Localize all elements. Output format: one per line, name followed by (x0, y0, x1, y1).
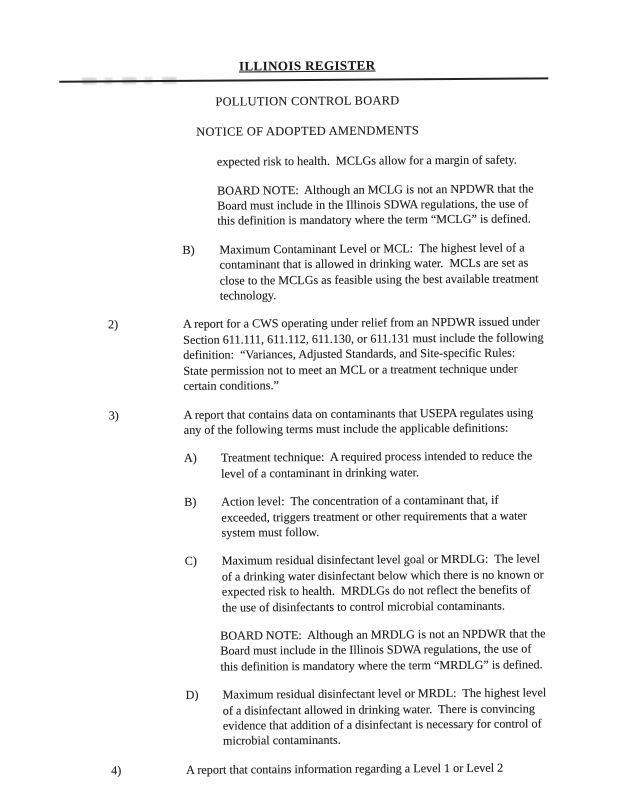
register-title: ILLINOIS REGISTER (238, 57, 376, 74)
item-label: 3) (108, 407, 119, 422)
page-header (0, 0, 617, 141)
item-text: Maximum residual disinfectant level goal or MRDLG: The level of a drinking water disinfectant below which there is no known or expected risk to health. MRDLGs do not reflect the benefits of the use of disinfectants to control microbial contaminants. (221, 551, 547, 615)
item-label: 2) (107, 317, 119, 332)
item-2-cws-report (108, 315, 546, 395)
item-text: A report that contains data on contaminants that USEPA regulates using any of the following terms must include the applicable definitions: (183, 404, 537, 437)
board-title: POLLUTION CONTROL BOARD (215, 93, 400, 110)
board-note-mrdlg: BOARD NOTE: Although an MRDLG is not an NPDWR that the Board must include in the Illinois SDWA regulations, the use of this definition is mandatory where the term “MRDLG” is defined. (220, 626, 549, 674)
item-label: D) (185, 687, 199, 703)
item-text: Maximum Contaminant Level or MCL: The highest level of a contaminant that is allowed in drinking water. MCLs are set as close to the MCLGs as feasible using the best available treatment technology. (219, 240, 542, 303)
item-text: A report that contains information regarding a Level 1 or Level 2 (186, 760, 504, 777)
item-label: C) (184, 554, 197, 569)
item-C-mrdlg (185, 552, 547, 616)
notice-title: NOTICE OF ADOPTED AMENDMENTS (196, 123, 420, 139)
item-text: Treatment technique: A required process intended to reduce the level of a contaminant in drinking water. (220, 448, 536, 481)
item-A-treatment-technique (184, 449, 546, 482)
item-B-action-level (184, 492, 546, 541)
item-3-usepa-definitions (109, 405, 546, 439)
item-4-level-report (111, 760, 548, 778)
item-label: B) (182, 242, 195, 257)
item-label: A) (183, 451, 197, 466)
item-D-mrdl (186, 686, 548, 750)
item-label: 4) (111, 763, 122, 778)
item-text: A report for a CWS operating under relief from an NPDWR issued under Section 611.111, 611.112, 611.130, or 611.131 must include the following definition: “Variances, Adjusted Standards, and Site-specific Rules: State permission not to meet an MCL or a treatment technique under certain conditions.” (182, 314, 547, 393)
paragraph-continuation: expected risk to health. MCLGs allow for a margin of safety. (216, 152, 517, 169)
item-text: Maximum residual disinfectant level or MRDL: The highest level of a disinfectant allowed in drinking water. There is convincing evidence that addition of a disinfectant is necessary for control of microbial contaminants. (222, 685, 550, 749)
item-B-mcl (182, 240, 544, 304)
item-text: Action level: The concentration of a contaminant that, if exceeded, triggers treatment or other requirements that a water system must follow. (221, 492, 531, 540)
document-body (0, 152, 618, 779)
board-note-mclg: BOARD NOTE: Although an MCLG is not an NPDWR that the Board must include in the Illinois SDWA regulations, the use of this definition is mandatory where the term “MCLG” is defined. (217, 181, 537, 229)
item-label: B) (184, 494, 197, 510)
